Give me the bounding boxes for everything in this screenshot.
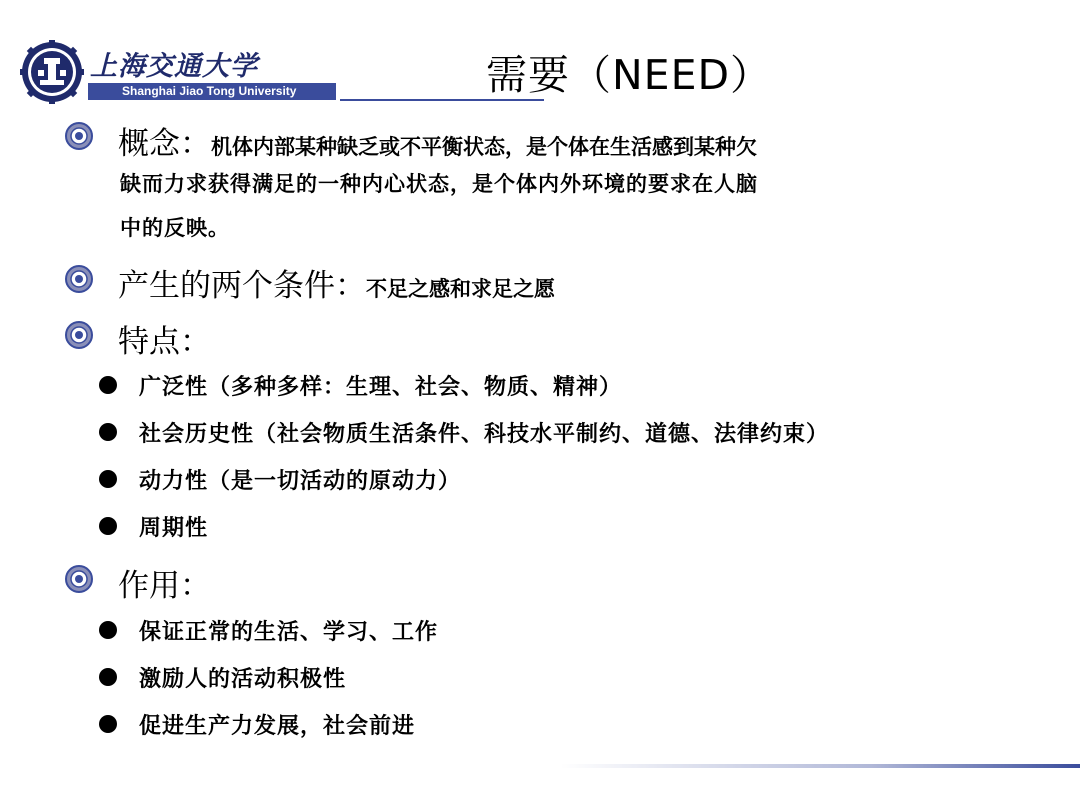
bullet-dot — [99, 517, 117, 535]
section-body-line: 机体内部某种缺乏或不平衡状态，是个体在生活感到某种欠 — [211, 134, 757, 159]
gear-bullet-icon — [64, 564, 94, 594]
section-functions — [118, 560, 211, 605]
gear-bullet-icon — [64, 121, 94, 151]
gear-bullet-icon — [64, 264, 94, 294]
footer-divider — [560, 764, 1080, 768]
section-heading: 特点： — [118, 324, 211, 360]
list-item: 社会历史性（社会物质生活条件、科技水平制约、道德、法律约束） — [139, 421, 830, 447]
university-name-en: Shanghai Jiao Tong University — [122, 84, 297, 98]
list-item: 广泛性（多种多样：生理、社会、物质、精神） — [139, 374, 623, 400]
gear-bullet-icon — [64, 320, 94, 350]
list-item: 周期性 — [139, 515, 209, 541]
section-conditions — [118, 260, 555, 305]
section-heading: 作用： — [118, 568, 211, 604]
list-item: 促进生产力发展，社会前进 — [139, 713, 416, 739]
section-features — [118, 316, 211, 361]
bullet-dot — [99, 715, 117, 733]
section-body-text: 不足之感和求足之愿 — [366, 276, 555, 301]
bullet-dot — [99, 376, 117, 394]
bullet-dot — [99, 470, 117, 488]
list-item: 激励人的活动积极性 — [139, 666, 347, 692]
bullet-dot — [99, 668, 117, 686]
section-heading: 概念： — [118, 126, 211, 162]
slide-title: 需要（NEED） — [486, 51, 773, 99]
bullet-dot — [99, 423, 117, 441]
list-item: 动力性（是一切活动的原动力） — [139, 468, 462, 494]
university-emblem-icon — [20, 40, 84, 104]
university-name-cn: 上海交通大学 — [90, 51, 258, 82]
bullet-dot — [99, 621, 117, 639]
section-concept — [118, 118, 757, 163]
section-body-line: 缺而力求获得满足的一种内心状态，是个体内外环境的要求在人脑 — [120, 171, 758, 196]
list-item: 保证正常的生活、学习、工作 — [139, 619, 439, 645]
section-body-line: 中的反映。 — [120, 215, 230, 240]
section-heading: 产生的两个条件： — [118, 268, 366, 304]
